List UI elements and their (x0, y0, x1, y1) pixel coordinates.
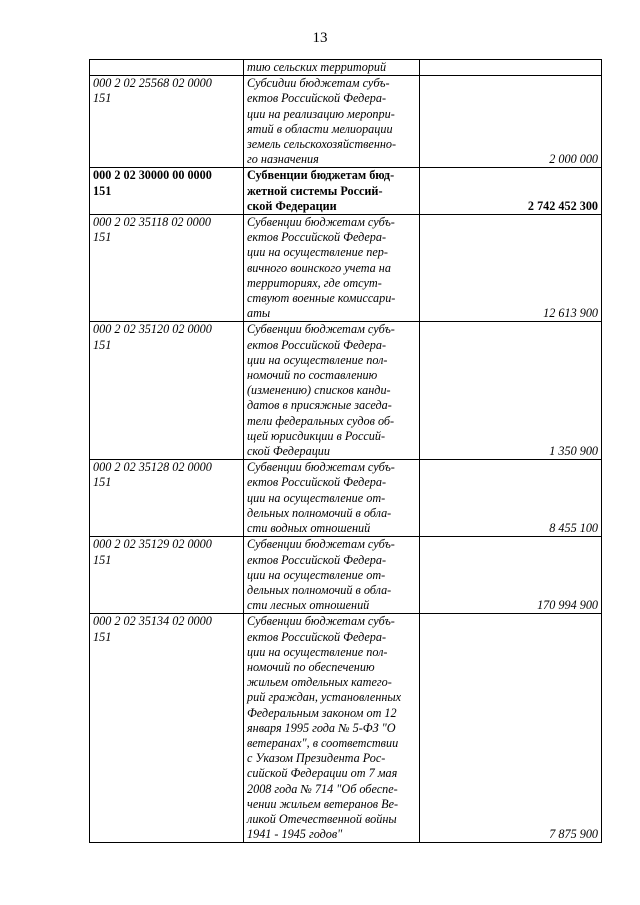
budget-table (89, 59, 602, 843)
classification-code: 000 2 02 35134 02 0000 151 (90, 614, 244, 843)
amount (420, 60, 602, 76)
revenue-description: Субвенции бюджетам бюд- жетной системы Россий- ской Федерации (244, 168, 420, 215)
revenue-description: Субвенции бюджетам субъ- ектов Российской Федера- ции на осуществление пол- номочий по составлению (изменению) списков канди- датов в присяжные заседа- тели федеральных судов об- щей юрисдикции в Россий- ской Федерации (244, 322, 420, 460)
revenue-description: Субсидии бюджетам субъ- ектов Российской Федера- ции на реализацию меропри- ятий в области мелиорации земель сельскохозяйственно- го назначения (244, 76, 420, 168)
amount: 12 613 900 (420, 215, 602, 322)
page-number: 13 (312, 30, 328, 46)
amount: 7 875 900 (420, 614, 602, 843)
revenue-description: Субвенции бюджетам субъ- ектов Российской Федера- ции на осуществление пер- вичного воинского учета на территориях, где отсут- ствуют военные комиссари- аты (244, 215, 420, 322)
classification-code: 000 2 02 30000 00 0000 151 (90, 168, 244, 215)
table-row (90, 537, 602, 614)
revenue-description: Субвенции бюджетам субъ- ектов Российской Федера- ции на осуществление от- дельных полномочий в обла- сти лесных отношений (244, 537, 420, 614)
classification-code (90, 60, 244, 76)
table-row-total (90, 168, 602, 215)
classification-code: 000 2 02 35118 02 0000 151 (90, 215, 244, 322)
revenue-description: Субвенции бюджетам субъ- ектов Российской Федера- ции на осуществление от- дельных полномочий в обла- сти водных отношений (244, 460, 420, 537)
revenue-description: Субвенции бюджетам субъ- ектов Российской Федера- ции на осуществление пол- номочий по обеспечению жильем отдельных катего- рий граждан, установленных Федеральным законом от 12 января 1995 года № 5-ФЗ "О ветеранах", в соответствии с Указом Президента Рос- сийской Федерации от 7 мая 2008 года № 714 "Об обеспе- чении жильем ветеранов Ве- ликой Отечественной войны 1941 - 1945 годов" (244, 614, 420, 843)
amount: 1 350 900 (420, 322, 602, 460)
table-row (90, 322, 602, 460)
amount: 8 455 100 (420, 460, 602, 537)
table-row (90, 614, 602, 843)
amount: 2 742 452 300 (420, 168, 602, 215)
table-row (90, 76, 602, 168)
table-row (90, 215, 602, 322)
classification-code: 000 2 02 35120 02 0000 151 (90, 322, 244, 460)
table-row (90, 460, 602, 537)
classification-code: 000 2 02 25568 02 0000 151 (90, 76, 244, 168)
table-row (90, 60, 602, 76)
revenue-description: тию сельских территорий (244, 60, 420, 76)
classification-code: 000 2 02 35129 02 0000 151 (90, 537, 244, 614)
amount: 2 000 000 (420, 76, 602, 168)
amount: 170 994 900 (420, 537, 602, 614)
classification-code: 000 2 02 35128 02 0000 151 (90, 460, 244, 537)
